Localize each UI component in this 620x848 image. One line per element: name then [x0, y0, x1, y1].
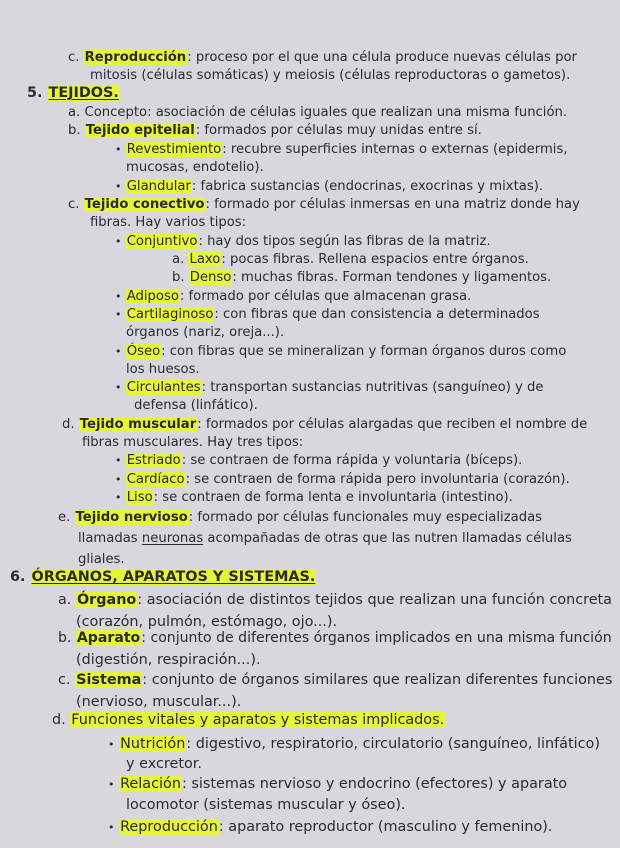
section-number: 6.	[10, 569, 26, 585]
definition-text: : se contraen de forma rápida pero involuntaria (corazón).	[185, 472, 570, 487]
bullet-icon: •	[115, 491, 122, 504]
list-marker: b.	[68, 123, 81, 138]
line-glandular	[115, 178, 543, 195]
continuation-line: fibras musculares. Hay tres tipos:	[82, 435, 304, 450]
bullet-icon: •	[115, 308, 122, 321]
line-cardiaco	[115, 471, 570, 488]
term-revestimiento: Revestimiento	[126, 142, 222, 157]
definition-text: : asociación de distintos tejidos que realizan una función concreta	[137, 592, 612, 608]
definition-text: : aparato reproductor (masculino y femenino).	[218, 819, 553, 835]
section-title: TEJIDOS.	[48, 85, 119, 101]
list-marker: a.	[172, 252, 185, 267]
term-liso: Liso	[126, 490, 153, 505]
term-cardiaco: Cardíaco	[126, 472, 185, 487]
list-marker: c.	[58, 672, 71, 688]
definition-text: : formado por células que almacenan grasa.	[179, 289, 472, 304]
definition-text: : conjunto de diferentes órganos implicados en una misma función	[141, 630, 612, 646]
definition-text: : muchas fibras. Forman tendones y ligamentos.	[232, 270, 552, 285]
definition-text: : sistemas nervioso y endocrino (efectores) y aparato	[181, 776, 568, 792]
line-tejido-nervioso	[58, 509, 542, 526]
line-conjuntivo	[115, 233, 491, 250]
line-concepto	[68, 104, 567, 121]
continuation-part: llamadas	[78, 531, 142, 546]
term-circulantes: Circulantes	[126, 380, 201, 395]
line-adiposo	[115, 288, 471, 305]
line-reproduccion-funcion	[108, 819, 552, 836]
line-relacion	[108, 776, 567, 793]
line-laxo	[172, 251, 529, 268]
bullet-icon: •	[115, 473, 122, 486]
list-marker: e.	[58, 510, 71, 525]
definition-text: : digestivo, respiratorio, circulatorio (sanguíneo, linfático)	[186, 736, 600, 752]
term-laxo: Laxo	[189, 252, 221, 267]
definition-text: : se contraen de forma lenta e involuntaria (intestino).	[153, 490, 513, 505]
term-glandular: Glandular	[126, 179, 191, 194]
definition-text: : con fibras que se mineralizan y forman órganos duros como	[161, 344, 567, 359]
line-oseo	[115, 343, 566, 360]
term-nutricion: Nutrición	[120, 736, 186, 752]
line-revestimiento	[115, 141, 568, 158]
term-relacion: Relación	[120, 776, 181, 792]
continuation-line: mucosas, endotelio).	[126, 160, 264, 175]
bullet-icon: •	[108, 738, 115, 751]
term-oseo: Óseo	[126, 344, 161, 359]
bullet-icon: •	[108, 821, 115, 834]
definition-text: : se contraen de forma rápida y voluntaria (bíceps).	[181, 453, 523, 468]
definition-text: : formados por células muy unidas entre sí.	[195, 123, 482, 138]
bullet-icon: •	[115, 180, 122, 193]
term-tejido-nervioso: Tejido nervioso	[75, 510, 188, 525]
line-funciones-vitales	[52, 712, 445, 729]
continuation-line: (corazón, pulmón, estómago, ojo...).	[76, 614, 338, 630]
definition-text: : formado por células inmersas en una matriz donde hay	[205, 197, 580, 212]
line-estriado	[115, 452, 522, 469]
definition-text: : fabrica sustancias (endocrinas, exocrinas y mixtas).	[191, 179, 544, 194]
line-tejido-muscular	[62, 416, 587, 433]
definition-text: : formado por células funcionales muy especializadas	[188, 510, 543, 525]
continuation-line: y excretor.	[126, 756, 202, 772]
line-sistema	[58, 672, 612, 689]
bullet-icon: •	[115, 345, 122, 358]
line-liso	[115, 489, 513, 506]
list-marker: d.	[52, 712, 66, 728]
term-conjuntivo: Conjuntivo	[126, 234, 198, 249]
term-reproduccion: Reproducción	[84, 50, 187, 65]
continuation-line: mitosis (células somáticas) y meiosis (células reproductoras o gametos).	[90, 68, 571, 83]
line-circulantes	[115, 379, 544, 396]
line-aparato	[58, 630, 612, 647]
continuation-line: locomotor (sistemas muscular y óseo).	[126, 797, 406, 813]
term-organo: Órgano	[76, 592, 137, 608]
term-tejido-epitelial: Tejido epitelial	[85, 123, 195, 138]
bullet-icon: •	[115, 454, 122, 467]
line-denso	[172, 269, 551, 286]
continuation-line: (nervioso, muscular...).	[76, 694, 242, 710]
line-cartilaginoso	[115, 306, 540, 323]
line-tejido-conectivo	[68, 196, 580, 213]
term-aparato: Aparato	[76, 630, 141, 646]
definition-text: : hay dos tipos según las fibras de la matriz.	[198, 234, 491, 249]
term-cartilaginoso: Cartilaginoso	[126, 307, 214, 322]
line-organo	[58, 592, 612, 609]
term-denso: Denso	[189, 270, 232, 285]
definition-text: : recubre superficies internas o externas (epidermis,	[222, 142, 568, 157]
bullet-icon: •	[108, 778, 115, 791]
definition-text: Concepto: asociación de células iguales que realizan una misma función.	[84, 105, 568, 120]
definition-text: : transportan sustancias nutritivas (sanguíneo) y de	[201, 380, 544, 395]
continuation-line: fibras. Hay varios tipos:	[90, 215, 247, 230]
continuation-line: gliales.	[78, 552, 125, 567]
term-neuronas: neuronas	[141, 531, 204, 546]
continuation-part: acompañadas de otras que las nutren llamadas células	[203, 531, 572, 546]
definition-text: : pocas fibras. Rellena espacios entre órganos.	[221, 252, 529, 267]
definition-text: : conjunto de órganos similares que realizan diferentes funciones	[142, 672, 613, 688]
term-adiposo: Adiposo	[126, 289, 179, 304]
list-marker: b.	[58, 630, 72, 646]
bullet-icon: •	[115, 143, 122, 156]
line-reproduccion	[68, 49, 577, 66]
section-6-heading	[10, 569, 316, 586]
list-marker: a.	[68, 105, 81, 120]
bullet-icon: •	[115, 290, 122, 303]
list-marker: a.	[58, 592, 72, 608]
bullet-icon: •	[115, 381, 122, 394]
term-tejido-conectivo: Tejido conectivo	[84, 197, 205, 212]
section-title: ÓRGANOS, APARATOS Y SISTEMAS.	[31, 569, 316, 585]
continuation-line: (digestión, respiración...).	[76, 652, 261, 668]
line-nutricion	[108, 736, 600, 753]
list-marker: c.	[68, 50, 80, 65]
continuation-line: órganos (nariz, oreja...).	[126, 325, 285, 340]
list-marker: d.	[62, 417, 75, 432]
continuation-line	[78, 530, 572, 547]
term-estriado: Estriado	[126, 453, 181, 468]
list-marker: c.	[68, 197, 80, 212]
term-tejido-muscular: Tejido muscular	[79, 417, 197, 432]
line-tejido-epitelial	[68, 122, 482, 139]
bullet-icon: •	[115, 235, 122, 248]
definition-text: : con fibras que dan consistencia a determinados	[214, 307, 540, 322]
term-sistema: Sistema	[76, 672, 142, 688]
term-funciones-vitales: Funciones vitales y aparatos y sistemas implicados.	[71, 712, 445, 728]
definition-text: : proceso por el que una célula produce nuevas células por	[187, 50, 577, 65]
continuation-line: defensa (linfático).	[134, 398, 258, 413]
section-number: 5.	[27, 85, 43, 101]
definition-text: : formados por células alargadas que reciben el nombre de	[197, 417, 588, 432]
list-marker: b.	[172, 270, 185, 285]
term-reproduccion-funcion: Reproducción	[120, 819, 218, 835]
continuation-line: los huesos.	[126, 362, 200, 377]
section-5-heading	[27, 85, 120, 102]
